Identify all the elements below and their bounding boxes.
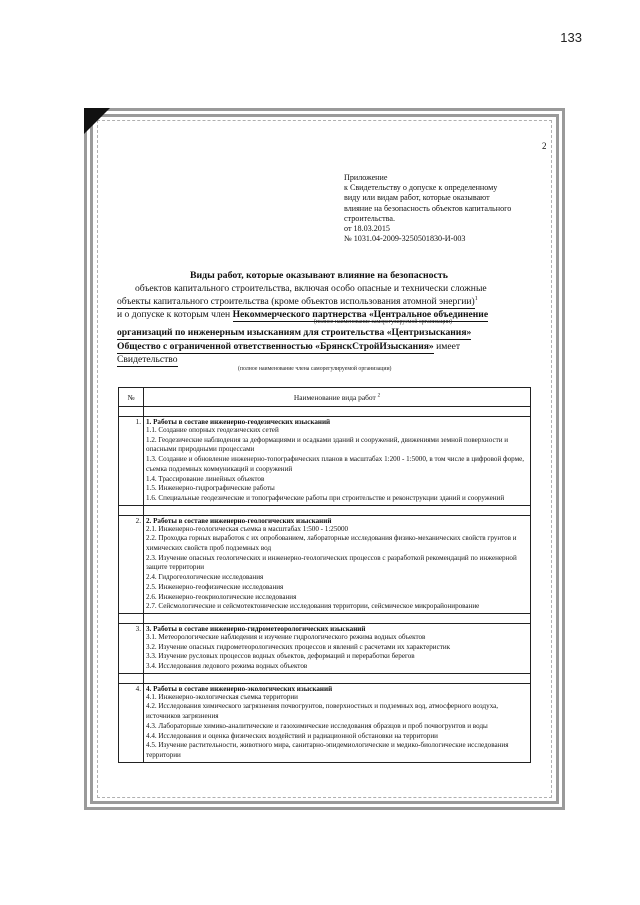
work-item: 2.5. Инженерно-геофизические исследования	[146, 582, 284, 591]
work-item: 4.2. Исследования химического загрязнения почвогрунтов, поверхностных и подземных вод, атмосферного воздуха, источников загрязнения	[146, 702, 499, 721]
company-suffix: имеет	[436, 341, 461, 352]
table-header-row	[119, 388, 531, 407]
work-item: 1.4. Трассирование линейных объектов	[146, 474, 265, 483]
works-table	[118, 387, 531, 763]
heading-line: объектов капитального строительства, включая особо опасные и технически сложные	[135, 283, 487, 294]
group-number: 4.	[119, 683, 144, 762]
spacer-row	[119, 613, 531, 623]
work-item: 2.7. Сейсмологические и сейсмотектонические исследования территории, сейсмическое микрорайонирование	[146, 602, 480, 611]
work-item: 4.5. Изучение растительности, животного мира, санитарно-эпидемиологические и медико-биологические исследования территории	[146, 741, 509, 759]
heading-line	[117, 296, 478, 307]
member-caption: (полное наименование члена саморегулируемой организации)	[238, 366, 392, 372]
group-title: 3. Работы в составе инженерно-гидрометеорологических изысканий	[146, 624, 366, 633]
sro-caption: (полное наименование саморегулируемой организации)	[314, 319, 452, 325]
group-number: 2.	[119, 515, 144, 613]
member-prefix: и о допуске к которым член	[117, 309, 231, 320]
footnote-mark: 1	[474, 296, 478, 302]
work-item: 1.2. Геодезические наблюдения за деформациями и осадками зданий и сооружений, движениями земной поверхности и опасными природными процессами	[146, 435, 509, 454]
appendix-certificate-number: № 1031.04-2009-3250501830-И-003	[344, 234, 466, 244]
page-number: 133	[560, 30, 582, 45]
corner-mark	[84, 108, 110, 134]
sheet-number: 2	[542, 141, 547, 151]
appendix-line: виду или видам работ, которые оказывают	[344, 193, 490, 203]
table-row	[119, 623, 531, 673]
appendix-block	[344, 173, 544, 244]
work-item: 2.2. Проходка горных выработок с их опробованием, лабораторные исследования физико-механических свойств грунтов и химических свойств проб подземных вод	[146, 534, 517, 553]
work-item: 1.3. Создание и обновление инженерно-топографических планов в масштабах 1:200 - 1:5000, в том числе в цифровой форме, съемка подземных коммуникаций и сооружений	[146, 455, 525, 473]
table-row	[119, 515, 531, 613]
group-title: 4. Работы в составе инженерно-экологических изысканий	[146, 684, 333, 693]
group-cell	[144, 417, 531, 506]
work-item: 4.3. Лабораторные химико-аналитические и газохимические исследования образцов и проб почвогрунтов и воды	[146, 721, 488, 730]
sro-name-continued: организаций по инженерным изысканиям для строительства «Центризыскания»	[117, 327, 472, 338]
work-item: 4.4. Исследования и оценка физических воздействий и радиационной обстановки на территории	[146, 731, 438, 740]
heading-line-text: объекты капитального строительства (кроме объектов использования атомной энергии)	[117, 296, 475, 308]
work-item: 2.3. Изучение опасных геологических и инженерно-геологических процессов с разработкой рекомендаций по инженерной защите территории	[146, 553, 517, 572]
work-item: 4.1. Инженерно-экологическая съемка территории	[146, 692, 298, 701]
column-header-name	[144, 388, 531, 407]
work-item: 3.2. Изучение опасных гидрометеорологических процессов и явлений с расчетами их характеристик	[146, 642, 451, 651]
work-item: 2.4. Гидрогеологические исследования	[146, 573, 264, 582]
work-item: 2.1. Инженерно-геологическая съемка в масштабах 1:500 - 1:25000	[146, 524, 349, 533]
work-item: 3.1. Метеорологические наблюдения и изучение гидрологического режима водных объектов	[146, 632, 426, 641]
work-item: 1.5. Инженерно-гидрографические работы	[146, 484, 275, 493]
appendix-line: Приложение	[344, 173, 388, 182]
table-row	[119, 683, 531, 762]
spacer-row	[119, 407, 531, 417]
spacer-row	[119, 505, 531, 515]
document-heading: Виды работ, которые оказывают влияние на безопасность	[190, 270, 448, 281]
company-line	[117, 341, 460, 352]
table-row	[119, 417, 531, 506]
company-name: Общество с ограниченной ответственностью «БрянскСтройИзыскания»	[117, 341, 434, 352]
group-number: 1.	[119, 417, 144, 506]
column-header-number: №	[119, 388, 144, 407]
group-title: 2. Работы в составе инженерно-геологических изысканий	[146, 516, 332, 525]
spacer-row	[119, 673, 531, 683]
appendix-date: от 18.03.2015	[344, 224, 390, 234]
work-item: 2.6. Инженерно-геокриологические исследования	[146, 592, 297, 601]
work-item: 1.6. Специальные геодезические и топографические работы при строительстве и реконструкции зданий и сооружений	[146, 493, 505, 502]
work-item: 3.3. Изучение русловых процессов водных объектов, деформаций и переработки берегов	[146, 652, 415, 661]
work-item: 3.4. Исследования ледового режима водных объектов	[146, 662, 308, 671]
group-title: 1. Работы в составе инженерно-геодезических изысканий	[146, 418, 331, 426]
group-cell	[144, 515, 531, 613]
footnote-mark: 2	[377, 393, 381, 399]
appendix-line: строительства.	[344, 213, 395, 223]
sro-name: Некоммерческого партнерства «Центральное объединение	[232, 309, 489, 320]
certificate-word: Свидетельство	[117, 354, 178, 365]
group-number: 3.	[119, 623, 144, 673]
appendix-line: влияние на безопасность объектов капитального	[344, 203, 512, 213]
work-item: 1.1. Создание опорных геодезических сетей	[146, 426, 279, 434]
group-cell	[144, 683, 531, 762]
column-header-name-text: Наименование вида работ	[293, 392, 376, 402]
group-cell	[144, 623, 531, 673]
appendix-line: к Свидетельству о допуске к определенному	[344, 183, 498, 193]
